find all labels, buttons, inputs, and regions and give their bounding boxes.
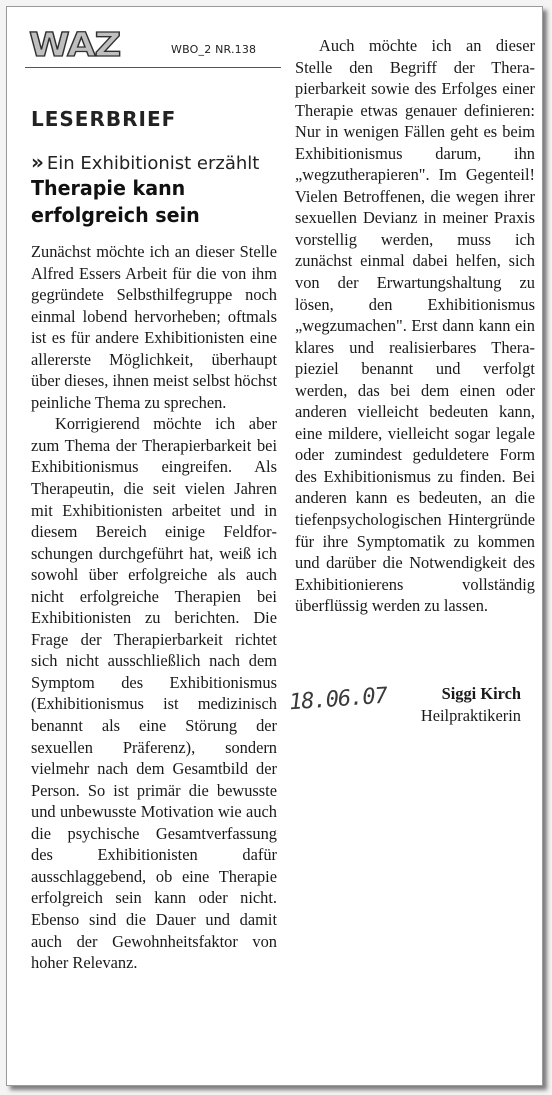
- paragraph: Zunächst möchte ich an dieser Stelle Alfred Essers Arbeit für die von ihm gegründete Selbsthilfegruppe noch einmal lobend hervorheben; oftmals ist es für andere Exhibitionisten eine allererste Möglichkeit, überhaupt über dieses, ihnen meist selbst höchst peinliche Thema zu sprechen.: [31, 242, 277, 412]
- edition-label: WBO_2 NR.138: [171, 43, 257, 56]
- masthead: [25, 25, 281, 68]
- body-column-left: [31, 241, 277, 974]
- paragraph: Korrigierend möchte ich aber zum Thema der Therapierbarkeit bei Exhibitionismus eingreifen. Als Therapeutin, die seit vielen Jahren mit Exhibitionisten arbeitet und in diesem Bereich einige Feldforschungen durchgeführt hat, weiß ich sowohl über erfolgreiche als auch nicht erfolgreiche Therapien bei Exhibitionisten zu berichten. Die Frage der Therapierbarkeit richtet sich nicht ausschließlich nach dem Symptom des Exhibitionismus (Exhibitionismus ist medizinisch benannt als eine Störung der sexuellen Präferenz), sondern vielmehr nach dem Gesamtbild der Person. So ist primär die bewusste und unbewusste Motivation wie auch die psychische Gesamtverfassung des Exhibitionisten dafür ausschlaggebend, ob eine Therapie erfolgreich sein kann oder nicht. Ebenso sind die Dauer und damit auch der Gewohnheitsfaktor von hoher Relevanz.: [31, 414, 277, 973]
- newspaper-clipping: [6, 6, 543, 1086]
- headline: Therapie kann erfolgreich sein: [31, 176, 200, 227]
- kicker-text: Ein Exhibitionist erzählt: [46, 153, 260, 174]
- section-label: LESERBRIEF: [31, 107, 177, 131]
- paragraph: Auch möchte ich an dieser Stelle den Begriff der Therapierbarkeit sowie des Erfolges einer Therapie etwas genauer definieren: Nur in wenigen Fällen geht es beim Exhibitionismus darum, ihn „wegzutherapieren". Im Gegenteil! Vielen Betroffenen, die wegen ihrer sexuellen Devianz in meiner Praxis vorstellig werden, muss ich zunächst einmal dabei helfen, sich von der Erwartungshaltung zu lösen, den Exhibitionismus „wegzumachen". Erst dann kann ein klares und realisierbares Therapieziel benannt und verfolgt werden, das bei dem einen oder anderen vielleicht bedeuten kann, eine mildere, vielleicht sogar legale oder zumindest geduldetere Form des Exhibitionismus zu finden. Bei anderen kann es bedeuten, an die tiefenpsychologischen Hintergründe für ihre Symptomatik zu kommen und darüber die Notwendigkeit des Exhibitionierens vollständig überflüssig werden zu lassen.: [295, 36, 535, 616]
- author-role: Heilpraktikerin: [420, 705, 521, 725]
- author-name: Siggi Kirch: [441, 684, 521, 703]
- newspaper-logo: WAZ: [29, 25, 121, 64]
- signature: [295, 683, 535, 726]
- body-column-right: [295, 35, 535, 617]
- handwritten-date: 18.06.07: [288, 683, 388, 716]
- kicker: [31, 150, 259, 174]
- kicker-quote-mark: »: [31, 150, 44, 174]
